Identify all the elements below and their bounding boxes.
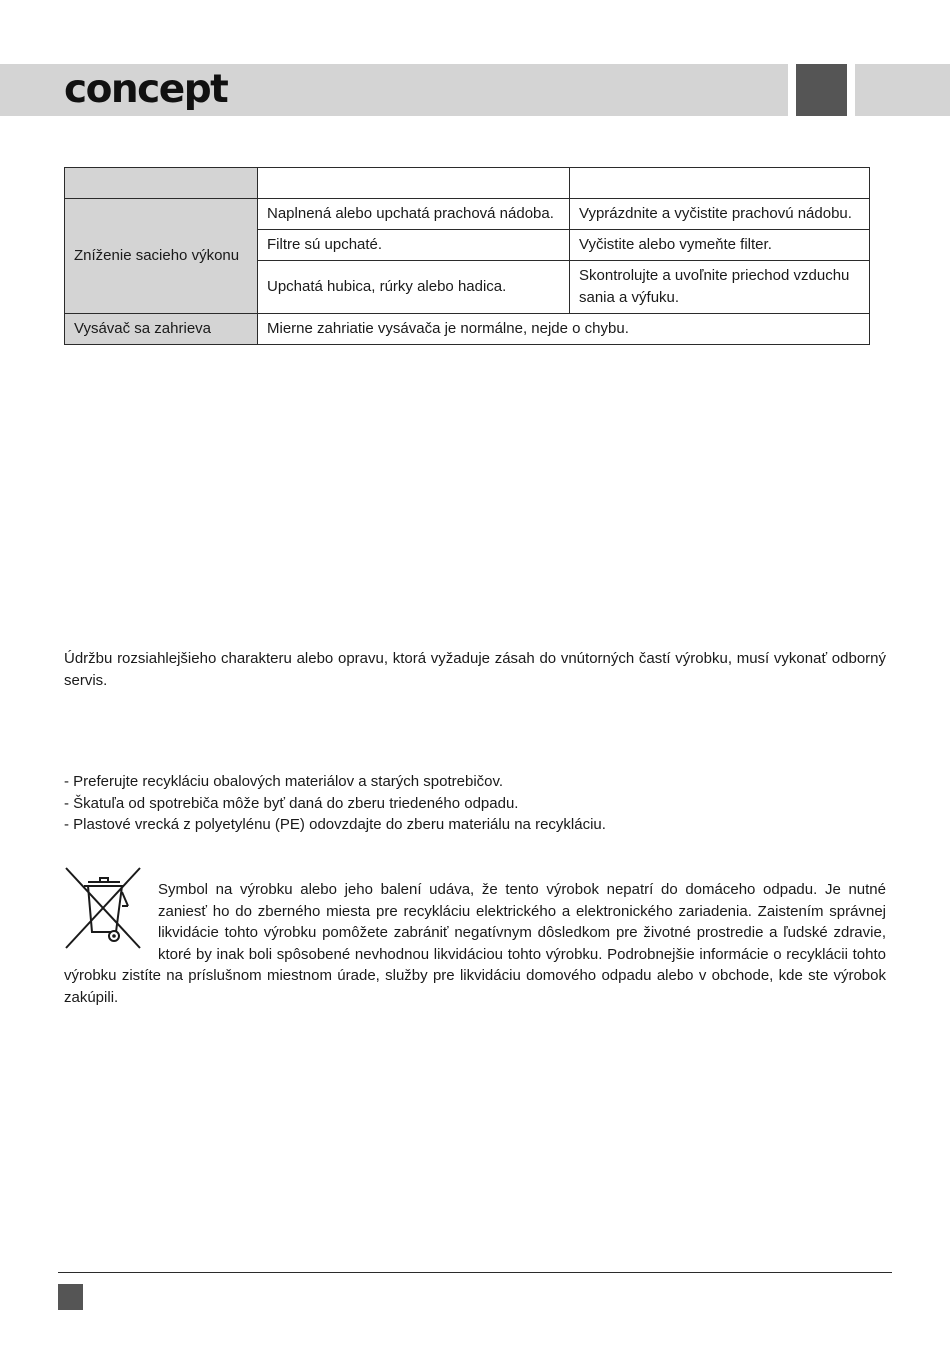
table-header-cause-cell [258, 168, 570, 199]
table-header-problem-cell [65, 168, 258, 199]
weee-notice-text: Symbol na výrobku alebo jeho balení udáva, že tento výrobok nepatrí do domáceho odpadu. Je nutné zaniesť ho do zberného miesta pre recykláciu elektrického a elektronického zariadenia. Zaistením správnej likvidácie tohto výrobku pomôžete zabrániť negatívnym dôsledkom pre životné prostredie a ľudské zdravie, ktoré by inak boli spôsobené nevhodnou likvidáciou tohto výrobku. Podrobnejšie informácie o recyklácii tohto výrobku zistíte na príslušnom miestnom úrade, služby pre likvidáciu domového odpadu alebo v obchode, kde ste výrobok zakúpili. [64, 881, 886, 1006]
table-header-solution-cell [570, 168, 870, 199]
solution-cell: Skontrolujte a uvoľnite priechod vzduchu sania a výfuku. [570, 261, 870, 314]
problem-cell: Vysávač sa zahrieva [65, 314, 258, 345]
problem-cell: Zníženie sacieho výkonu [65, 199, 258, 314]
cause-cell: Filtre sú upchaté. [258, 230, 570, 261]
solution-cell: Vyčistite alebo vymeňte filter. [570, 230, 870, 261]
list-item: - Plastové vrecká z polyetylénu (PE) odovzdajte do zberu materiálu na recykláciu. [64, 816, 606, 833]
header-dark-block [796, 64, 847, 116]
table-header-row [65, 168, 870, 199]
header-separator [788, 64, 796, 116]
list-item: - Škatuľa od spotrebiča môže byť daná do zberu triedeného odpadu. [64, 794, 519, 812]
cause-cell: Naplnená alebo upchatá prachová nádoba. [258, 199, 570, 230]
footer-page-marker [58, 1284, 83, 1310]
maintenance-paragraph: Údržbu rozsiahlejšieho charakteru alebo opravu, ktorá vyžaduje zásah do vnútorných častí výrobku, musí vykonať odborný servis. [64, 650, 886, 689]
brand-logo: concept [64, 67, 228, 112]
cause-cell: Upchatá hubica, rúrky alebo hadica. [258, 261, 570, 314]
weee-notice [64, 879, 886, 1009]
recycling-list [64, 771, 886, 836]
icon-spacer [64, 879, 158, 965]
table-row [65, 314, 870, 345]
merged-solution-cell: Mierne zahriatie vysávača je normálne, nejde o chybu. [258, 314, 870, 345]
header-separator [847, 64, 855, 116]
footer-divider [58, 1272, 892, 1273]
table-row [65, 199, 870, 230]
troubleshooting-table [64, 167, 870, 345]
list-item: - Preferujte recykláciu obalových materiálov a starých spotrebičov. [64, 773, 504, 790]
solution-cell: Vyprázdnite a vyčistite prachovú nádobu. [570, 199, 870, 230]
